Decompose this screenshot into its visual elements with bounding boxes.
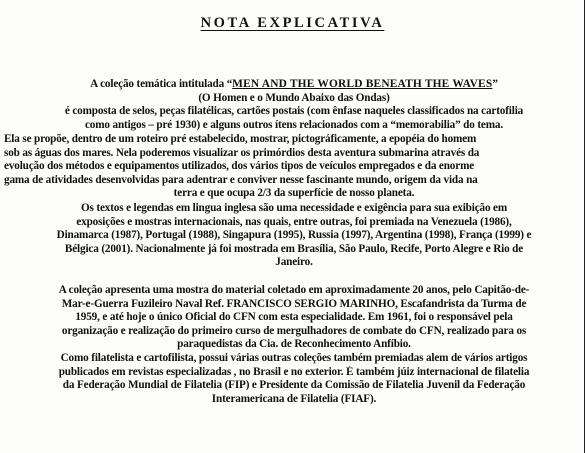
text-line: Interamericana de Filatelia (FIAF). xyxy=(211,392,377,405)
text-line: da Federação Mundial de Filatelia (FIP) e Presidente da Comissão de Filatelia Juvenil da Federação xyxy=(62,379,526,392)
text-line: Os textos e legendas em lingua inglesa são uma necessidade e exigência para sua exibição em xyxy=(80,202,508,214)
text-line: é composta de selos, peças filatélicas, cartões postais (com ênfase naqueles classificados na cartofilia xyxy=(64,105,524,118)
text-line: como antigos – pré 1930) e alguns outros ítens relacionados com a “memorabilia” do tema. xyxy=(84,118,503,131)
paragraph-proposal xyxy=(4,133,584,201)
text-line: paraquedistas da Cia. de Reconhecimento Anfíbio. xyxy=(177,338,411,351)
title-text: NOTA EXPLICATIVA xyxy=(200,15,385,31)
text-line: Dinamarca (1987), Portugal (1988), Singapura (1995), Russia (1997), Argentina (1998), França (1999) e xyxy=(56,229,532,242)
text-fragment: ” xyxy=(492,78,498,90)
collection-name: MEN AND THE WORLD BENEATH THE WAVES xyxy=(232,78,493,90)
text-line: Mar-e-Guerra Fuzileiro Naval Ref. FRANCISCO SERGIO MARINHO, Escafandrista da Turma de xyxy=(61,297,527,310)
text-line: exposições e mostras internacionais, nas quais, entre outras, foi premiada na Venezuela (1986), xyxy=(76,215,512,228)
text-line xyxy=(4,78,584,92)
paragraph-exhibitions xyxy=(4,202,584,270)
text-line: Bélgica (2001). Nacionalmente já foi mostrada em Brasília, São Paulo, Recife, Porto Alegre e Rio de xyxy=(64,242,524,255)
document-title xyxy=(0,14,585,32)
text-line: Janeiro. xyxy=(275,256,313,269)
paragraph-collection-intro xyxy=(4,78,584,132)
text-line: (O Homen e o Mundo Abaixo das Ondas) xyxy=(198,91,390,104)
text-line: Como filatelista e cartofilista, possui várias outras coleções também premiadas alem de vários artigos xyxy=(60,351,528,364)
text-line: terra e que ocupa 2/3 da superfície de nosso planeta. xyxy=(173,187,415,200)
text-line: organização e realização do primeiro curso de mergulhadores de combate do CFN, realizado para os xyxy=(61,324,527,337)
text-line: evolução dos métodos e equipamentos utilizados, dos vários tipos de veículos empregados e da enorme xyxy=(4,160,475,173)
text-line: Ela se propõe, dentro de um roteiro pré estabelecido, mostrar, pictográficamente, a epopéia do homem xyxy=(4,133,477,145)
text-line: gama de atividades desenvolvidas para adentrar e conviver nesse fascinante mundo, origem da vida na xyxy=(4,173,478,186)
text-line: A coleção apresenta uma mostra do material coletado em aproximadamente 20 anos, pelo Capitão-de- xyxy=(58,284,530,296)
paragraph-author xyxy=(4,284,584,406)
text-fragment: A coleção temática intitulada “ xyxy=(90,78,233,90)
text-line: publicados em revistas especializadas , no Brasil e no exterior. É também júiz internacional de filatelia xyxy=(58,365,530,378)
text-line: sob as águas dos mares. Nela poderemos visualizar os primórdios desta aventura submarina através da xyxy=(4,146,480,159)
text-line: 1959, e até hoje o único Oficial do CFN com esta especialidade. Em 1961, foi o responsável pela xyxy=(75,311,513,324)
